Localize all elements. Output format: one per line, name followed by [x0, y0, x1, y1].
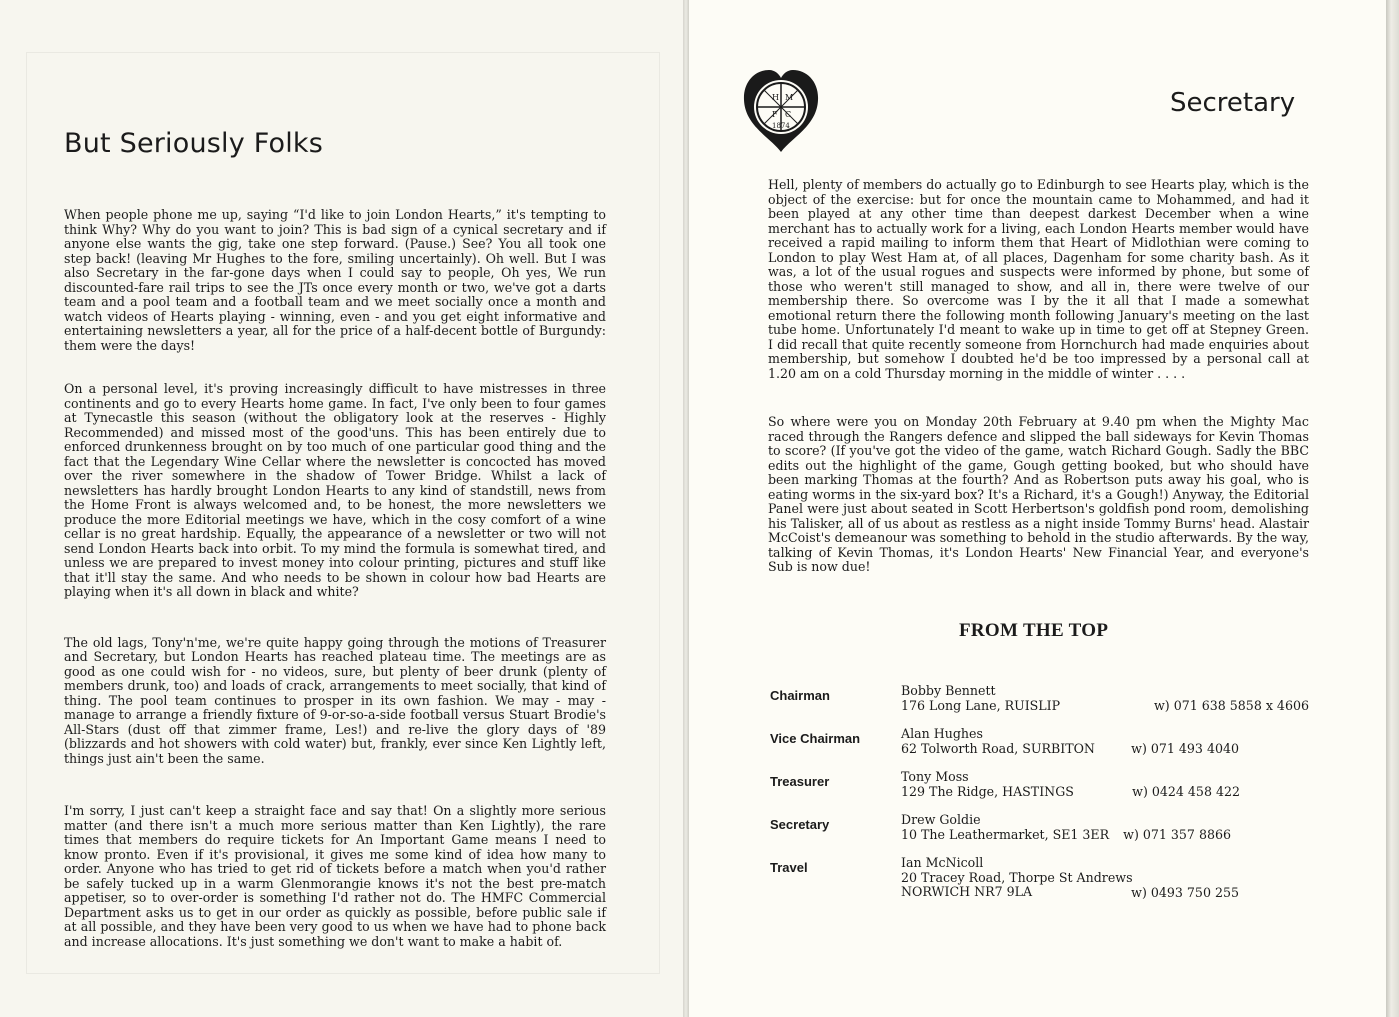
- article-paragraph: On a personal level, it's proving increasingly difficult to have mistresses in three continents and go to every Hearts home game. In fact, I've only been to four games at Tynecastle this season (without the obligatory look at the reserves - Highly Recommended) and missed most of the good'uns. This has been entirely due to enforced drunkenness brought on by too much of one particular good thing and the fact that the Legendary Wine Cellar where the newsletter is concocted has moved over the river somewhere in the shadow of Tower Bridge. Whilst a lack of newsletters has hardly brought London Hearts to any kind of standstill, news from the Home Front is always welcomed and, to be honest, the more newsletters we produce the more Editorial meetings we have, which in the cosy comfort of a wine cellar is no great hardship. Equally, the appearance of a newsletter or two will not send London Hearts back into orbit. To my mind the formula is somewhat tired, and unless we are prepared to invest money into colour printing, pictures and stuff like that it'll stay the same. And who needs to be shown in colour how bad Hearts are playing when it's all down in black and white?: [64, 381, 606, 599]
- committee-phone: w) 0424 458 422: [1132, 784, 1240, 799]
- svg-text:M: M: [785, 93, 794, 102]
- committee-row-chairman: [770, 684, 1330, 727]
- right-page: [689, 0, 1386, 1017]
- committee-row-secretary: [770, 813, 1330, 856]
- right-article-body: [768, 178, 1309, 609]
- page-edge: [1386, 0, 1399, 1017]
- committee-row-vice-chairman: [770, 727, 1330, 770]
- svg-text:C: C: [785, 110, 792, 119]
- committee-address: 129 The Ridge, HASTINGS: [901, 783, 1074, 799]
- committee-address: 10 The Leathermarket, SE1 3ER: [901, 826, 1110, 842]
- left-page: [0, 0, 683, 1017]
- article-paragraph: So where were you on Monday 20th February at 9.40 pm when the Mighty Mac raced through the Rangers defence and slipped the ball sideways for Kevin Thomas to score? (If you've got the video of the game, watch Richard Gough. Sadly the BBC edits out the highlight of the game, Gough getting booked, but who should have been marking Thomas at the fourth? And as Robertson puts away his goal, who is eating worms in the six-yard box? It's a Richard, it's a Gough!) Anyway, the Editorial Panel were just about seated in Scott Herbertson's goldfish pond room, demolishing his Talisker, all of us about as restless as a night inside Tommy Burns' head. Alastair McCoist's demeanour was something to behold in the studio afterwards. By the way, talking of Kevin Thomas, it's London Hearts' New Financial Year, and everyone's Sub is now due!: [768, 414, 1309, 574]
- committee-address: NORWICH NR7 9LA: [901, 884, 1033, 899]
- committee-heading: FROM THE TOP: [959, 620, 1109, 641]
- committee-phone: w) 071 638 5858 x 4606: [1154, 698, 1309, 713]
- svg-text:F: F: [772, 110, 778, 119]
- committee-address: 62 Tolworth Road, SURBITON: [901, 740, 1095, 756]
- committee-phone: w) 071 493 4040: [1131, 741, 1239, 756]
- committee-name: Alan Hughes: [901, 726, 983, 741]
- club-crest-logo: [741, 66, 821, 154]
- committee-row-travel: [770, 856, 1330, 916]
- right-page-title: Secretary: [1170, 88, 1296, 118]
- committee-list: [770, 684, 1330, 916]
- committee-name: Ian McNicoll: [901, 855, 984, 870]
- svg-text:1874: 1874: [772, 122, 790, 130]
- article-paragraph: When people phone me up, saying “I'd like to join London Hearts,” it's tempting to think Why? Why do you want to join? This is bad sign of a cynical secretary and if anyone else wants the gig, take one step forward. (Pause.) See? You all took one step back! (leaving Mr Hughes to the fore, smiling uncertainly). Oh well. But I was also Secretary in the far-gone days when I could say to people, Oh yes, We run discounted-fare rail trips to see the JTs once every month or two, we've got a darts team and a pool team and a football team and we meet socially once a month and watch videos of Hearts playing - winning, even - and you get eight informative and entertaining newsletters a year, all for the price of a half-decent bottle of Burgundy: them were the days!: [64, 207, 606, 353]
- committee-name: Bobby Bennett: [901, 683, 996, 698]
- committee-phone: w) 071 357 8866: [1123, 827, 1231, 842]
- committee-address: 176 Long Lane, RUISLIP: [901, 697, 1061, 713]
- committee-role: Treasurer: [770, 774, 830, 789]
- committee-name: Drew Goldie: [901, 812, 981, 827]
- left-page-title: But Seriously Folks: [64, 128, 324, 159]
- committee-address: 20 Tracey Road, Thorpe St Andrews: [901, 869, 1133, 885]
- committee-name: Tony Moss: [901, 769, 969, 784]
- committee-phone: w) 0493 750 255: [1131, 885, 1239, 900]
- left-article-body: [64, 208, 606, 978]
- committee-role: Chairman: [770, 688, 830, 703]
- svg-text:H: H: [772, 93, 779, 102]
- committee-role: Vice Chairman: [770, 731, 861, 746]
- article-paragraph: Hell, plenty of members do actually go to Edinburgh to see Hearts play, which is the object of the exercise: but for once the mountain came to Mohammed, and had it been played at any other time than deepest darkest December when a wine merchant has to actually work for a living, each London Hearts member would have received a rapid mailing to inform them that Heart of Midlothian were coming to London to play West Ham at, of all places, Dagenham for some charity bash. As it was, a lot of the usual rogues and suspects were informed by phone, but some of those who weren't still managed to show, and all in, there were twelve of our membership there. So overcome was I by the it all that I made a somewhat emotional return there the following month following January's meeting on the last tube home. Unfortunately I'd meant to wake up in time to get off at Stepney Green. I did recall that quite recently someone from Hornchurch had made enquiries about membership, but somehow I doubted he'd be too impressed by a personal call at 1.20 am on a cold Thursday morning in the middle of winter . . . .: [768, 177, 1309, 381]
- article-paragraph: The old lags, Tony'n'me, we're quite happy going through the motions of Treasurer and Secretary, but London Hearts has reached plateau time. The meetings are as good as one could wish for - no videos, sure, but plenty of beer drunk (plenty of members drunk, too) and loads of crack, arrangements to meet socially, that kind of thing. The pool team continues to prosper in its own fashion. We may - may - manage to arrange a friendly fixture of 9-or-so-a-side football versus Stuart Brodie's All-Stars (dust off that zimmer frame, Les!) and re-live the glory days of '89 (blizzards and hot showers with cold water) but, frankly, ever since Ken Lightly left, things just ain't been the same.: [64, 634, 606, 766]
- committee-role: Secretary: [770, 817, 830, 832]
- article-paragraph: I'm sorry, I just can't keep a straight face and say that! On a slightly more serious matter (and there isn't a much more serious matter than Ken Lightly), the rare times that members do require tickets for An Important Game means I need to know pronto. Even if it's provisional, it gives me some kind of idea how many to order. Anyone who has tried to get rid of tickets before a match when you'd rather be safely tucked up in a warm Glenmorangie knows it's not the best pre-match appetiser, so to over-order is something I'd rather not do. The HMFC Commercial Department asks us to get in our order as quickly as possible, before public sale if at all possible, and they have been very good to us when we have had to phone back and increase allocations. It's just something we don't want to make a habit of.: [64, 803, 606, 949]
- committee-role: Travel: [770, 860, 808, 875]
- committee-row-treasurer: [770, 770, 1330, 813]
